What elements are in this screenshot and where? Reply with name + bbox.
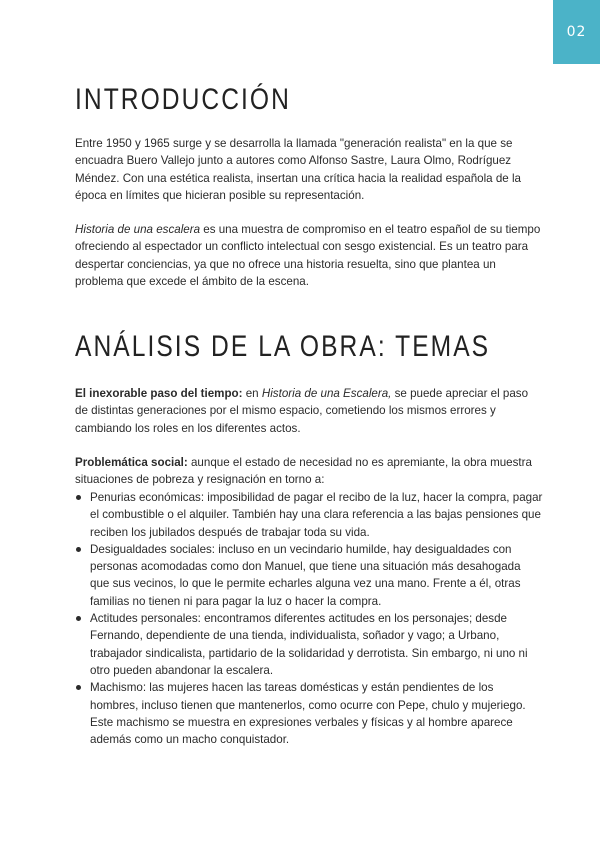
page-number-tab [553, 0, 600, 64]
intro-paragraph-1: Entre 1950 y 1965 surge y se desarrolla la llamada "generación realista" en la que se encuadra Buero Vallejo junto a autores como Alfonso Sastre, Laura Olmo, Rodríguez Méndez. Con una estética realista, insertan una crítica hacia la realidad española de la época en límites que hicieran posible su representación. [75, 137, 521, 202]
intro-heading: INTRODUCCIÓN [75, 83, 291, 116]
tema-1-text: se puede apreciar el paso de distintas generaciones por el mismo espacio, cometiendo los mismos errores y cambiando los roles en los diferentes actos. [75, 387, 529, 435]
bullet-icon [76, 495, 81, 500]
intro-paragraph-2-text: es una muestra de compromiso en el teatro español de su tiempo ofreciendo al espectador un conflicto intelectual con sesgo existencial. Es un teatro para despertar conciencias, ya que no ofrece una historia resuelta, sino que plantea un problema que excede el ámbito de la escena. [75, 223, 541, 288]
social-issues-list [75, 489, 543, 748]
analisis-heading: ANÁLISIS DE LA OBRA: TEMAS [75, 330, 491, 363]
play-title-italic: Historia de una escalera [75, 223, 201, 236]
list-item [75, 489, 543, 541]
intro-paragraph-2 [75, 221, 543, 290]
tema-1-label: El inexorable paso del tiempo: [75, 387, 243, 400]
tema-1-pre: en [242, 387, 262, 400]
tema-1-play-title: Historia de una Escalera, [261, 387, 392, 400]
bullet-icon [76, 547, 81, 552]
tema-paso-del-tiempo [75, 385, 543, 437]
tema-problematica-social [75, 454, 543, 489]
list-item-text: Machismo: las mujeres hacen las tareas domésticas y están pendientes de los hombres, incluso tienen que mantenerlos, como ocurre con Pepe, chulo y mujeriego. Este machismo se muestra en expresiones verbales y físicas y al hombre aparece además como un macho conquistador. [90, 681, 526, 747]
list-item [75, 679, 543, 748]
tema-2-text: aunque el estado de necesidad no es apremiante, la obra muestra situaciones de pobreza y resignación en torno a: [75, 456, 532, 487]
list-item-text: Desigualdades sociales: incluso en un vecindario humilde, hay desigualdades con personas acomodadas como don Manuel, que tiene una situación más desahogada que sus vecinos, lo que le permite echarles alguna vez una mano. Frente a él, otras familias no tienen ni para pagar la luz o hacer la compra. [90, 542, 521, 608]
list-item-text: Actitudes personales: encontramos diferentes actitudes en los personajes; desde Fernando, dependiente de una tienda, individualista, soñador y vago; a Urbano, trabajador sindicalista, partidario de la solidaridad y derrotista. Sin embargo, ni uno ni otro pueden abandonar la escalera. [90, 612, 528, 677]
list-item [75, 541, 543, 610]
list-item-text: Penurias económicas: imposibilidad de pagar el recibo de la luz, hacer la compra, pagar el combustible o el alquiler. También hay una clara referencia a las bajas pensiones que reciben los jubilados después de trabajar toda su vida. [90, 491, 543, 539]
bullet-icon [76, 685, 81, 690]
bullet-icon [76, 616, 81, 621]
list-item [75, 610, 543, 679]
page-number: 02 [566, 24, 587, 40]
tema-2-label: Problemática social: [75, 456, 188, 469]
